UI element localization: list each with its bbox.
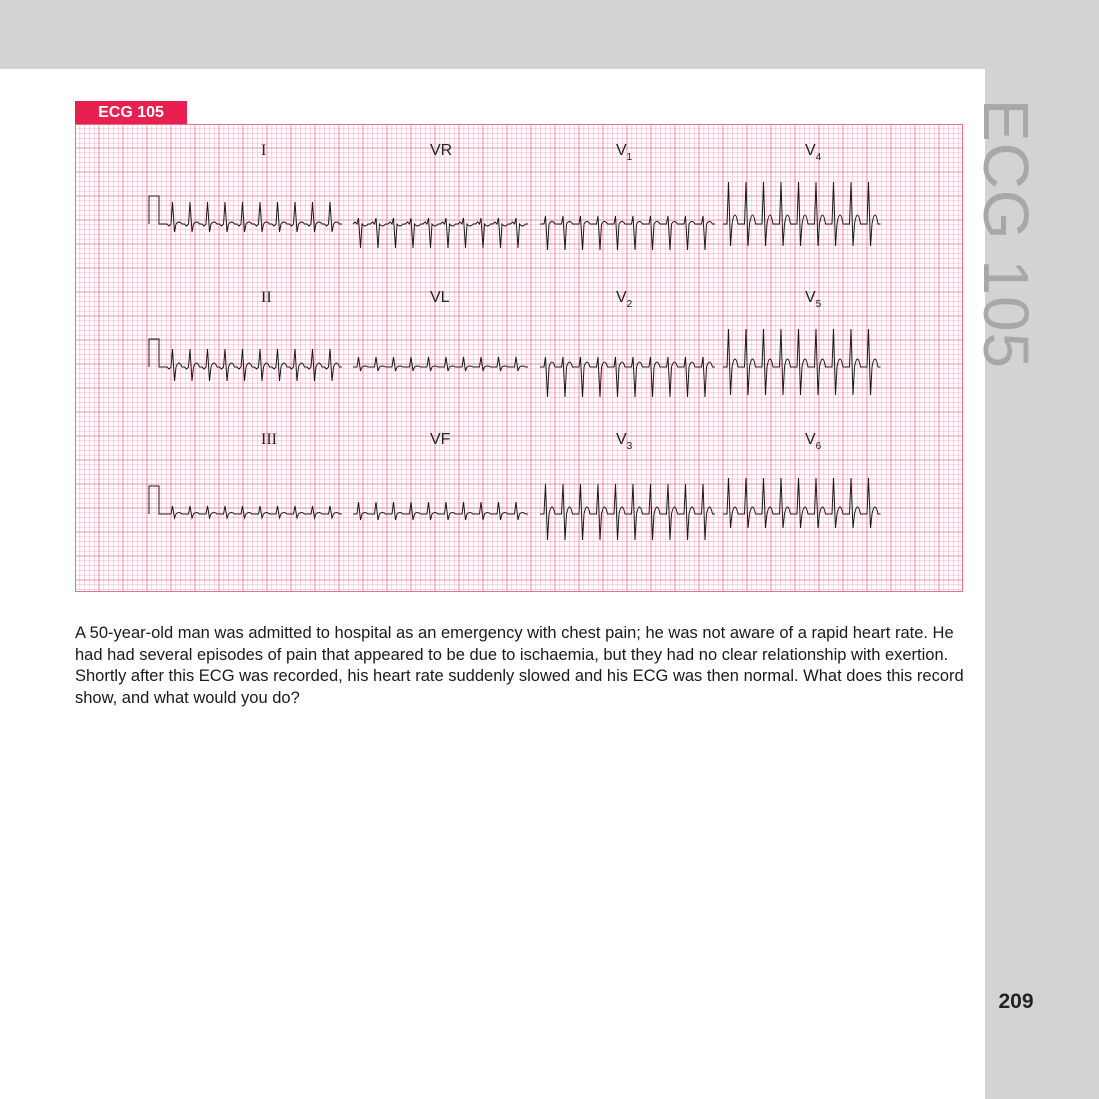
- lead-label-vr: VR: [430, 142, 453, 159]
- case-description: A 50-year-old man was admitted to hospital as an emergency with chest pain; he was not aware of a rapid heart rate. He had had several episodes of pain that appeared to be due to ischaemia, but they had no clear relationship with exertion. Shortly after this ECG was recorded, his heart rate suddenly slowed and his ECG was then normal. What does this record show, and what would you do?: [75, 624, 964, 707]
- lead-label-ii: II: [261, 289, 272, 306]
- lead-label-v1: $V_1$: [616, 142, 633, 163]
- lead-label-v5: $V_5$: [805, 289, 822, 310]
- lead-label-v6: $V_6$: [805, 431, 822, 452]
- page-number: 209: [998, 990, 1034, 1013]
- lead-label-iii: III: [261, 431, 277, 448]
- lead-label-v3: $V_3$: [616, 431, 633, 452]
- ecg-tag: ECG 105: [75, 101, 187, 124]
- trace-vf: [353, 502, 528, 520]
- trace-v3: [540, 484, 715, 540]
- ecg-svg: [75, 124, 963, 592]
- trace-v2: [540, 357, 715, 397]
- trace-ii: [149, 339, 342, 381]
- lead-label-vl: VL: [430, 289, 450, 306]
- trace-i: [149, 196, 342, 232]
- side-title-text: ECG 105: [970, 98, 1042, 370]
- trace-vr: [353, 218, 528, 248]
- lead-label-v2: $V_2$: [616, 289, 633, 310]
- lead-label-v4: $V_4$: [805, 142, 822, 163]
- ecg-chart: [75, 124, 963, 592]
- trace-v1: [540, 216, 715, 250]
- lead-label-vf: VF: [430, 431, 451, 448]
- side-title: [966, 89, 1046, 379]
- top-band: [0, 0, 1099, 69]
- lead-label-i: I: [261, 142, 267, 159]
- trace-iii: [149, 486, 342, 518]
